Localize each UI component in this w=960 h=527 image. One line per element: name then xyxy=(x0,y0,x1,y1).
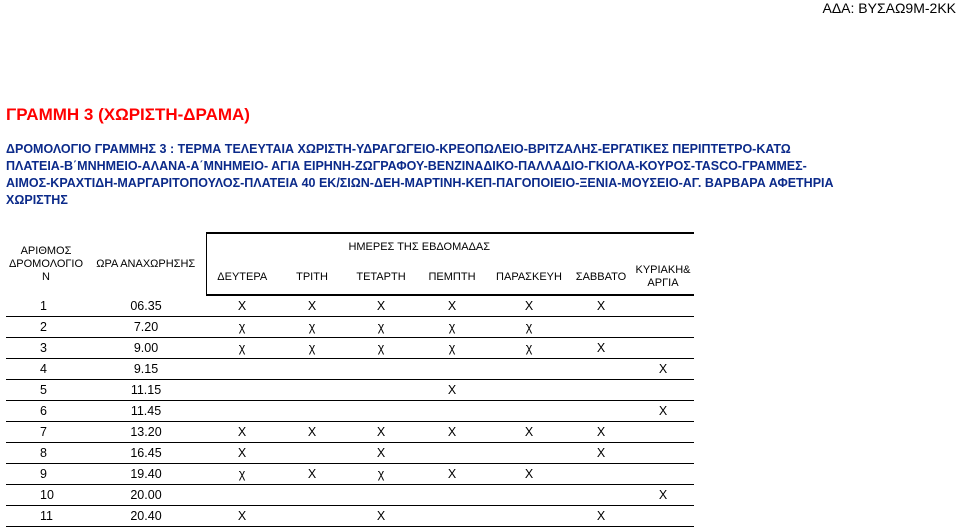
table-row xyxy=(6,506,694,527)
day-mark-cell: χ xyxy=(206,317,278,338)
header-departure-time: ΩΡΑ ΑΝΑΧΩΡΗΣΗΣ xyxy=(96,257,196,270)
departure-time-cell: 16.45 xyxy=(86,443,206,464)
day-mark-cell xyxy=(488,359,570,380)
day-mark-cell xyxy=(346,380,416,401)
day-mark-cell xyxy=(632,338,694,359)
day-mark-cell xyxy=(632,464,694,485)
day-mark-cell xyxy=(632,506,694,527)
day-mark-cell xyxy=(416,401,488,422)
day-mark-cell xyxy=(488,401,570,422)
day-mark-cell: Χ xyxy=(416,295,488,317)
header-day-friday: ΠΑΡΑΣΚΕΥΗ xyxy=(488,260,570,295)
day-mark-cell xyxy=(570,401,632,422)
day-mark-cell: χ xyxy=(416,317,488,338)
table-row xyxy=(6,359,694,380)
header-day-monday: ΔΕΥΤΕΡΑ xyxy=(206,260,278,295)
departure-time-cell: 9.00 xyxy=(86,338,206,359)
day-mark-cell xyxy=(278,401,346,422)
departure-time-cell: 7.20 xyxy=(86,317,206,338)
day-mark-cell xyxy=(488,485,570,506)
day-mark-cell xyxy=(206,485,278,506)
day-mark-cell xyxy=(570,317,632,338)
day-mark-cell: Χ xyxy=(632,401,694,422)
day-mark-cell: Χ xyxy=(206,506,278,527)
header-day-saturday: ΣΑΒΒΑΤΟ xyxy=(570,260,632,295)
day-mark-cell xyxy=(416,485,488,506)
route-number-cell: 6 xyxy=(6,401,86,422)
table-row xyxy=(6,485,694,506)
table-row xyxy=(6,338,694,359)
table-row xyxy=(6,317,694,338)
day-mark-cell: χ xyxy=(416,338,488,359)
day-mark-cell xyxy=(206,401,278,422)
day-mark-cell xyxy=(206,359,278,380)
day-mark-cell xyxy=(278,443,346,464)
table-row xyxy=(6,401,694,422)
day-mark-cell xyxy=(632,380,694,401)
route-number-cell: 11 xyxy=(6,506,86,527)
day-mark-cell xyxy=(632,422,694,443)
line-title: ΓΡΑΜΜΗ 3 (ΧΩΡΙΣΤΗ-ΔΡΑΜΑ) xyxy=(6,105,250,124)
day-mark-cell: Χ xyxy=(346,506,416,527)
departure-time-cell: 11.45 xyxy=(86,401,206,422)
day-mark-cell: Χ xyxy=(206,422,278,443)
route-number-cell: 2 xyxy=(6,317,86,338)
day-mark-cell xyxy=(346,485,416,506)
departure-time-cell: 11.15 xyxy=(86,380,206,401)
day-mark-cell xyxy=(206,380,278,401)
day-mark-cell xyxy=(488,443,570,464)
route-number-cell: 5 xyxy=(6,380,86,401)
day-mark-cell: Χ xyxy=(632,359,694,380)
departure-time-cell: 19.40 xyxy=(86,464,206,485)
day-mark-cell xyxy=(570,380,632,401)
day-mark-cell: χ xyxy=(278,317,346,338)
schedule-table xyxy=(6,232,694,527)
route-number-cell: 1 xyxy=(6,295,86,317)
day-mark-cell: Χ xyxy=(346,443,416,464)
day-mark-cell: Χ xyxy=(488,464,570,485)
day-mark-cell: Χ xyxy=(346,422,416,443)
day-mark-cell xyxy=(632,443,694,464)
day-mark-cell: Χ xyxy=(488,422,570,443)
document-id: ΑΔΑ: ΒΥΣΑΩ9Μ-2ΚΚ xyxy=(822,0,956,16)
day-mark-cell xyxy=(346,359,416,380)
departure-time-cell: 13.20 xyxy=(86,422,206,443)
day-mark-cell: Χ xyxy=(278,464,346,485)
table-row xyxy=(6,443,694,464)
day-mark-cell xyxy=(278,380,346,401)
day-mark-cell xyxy=(416,506,488,527)
day-mark-cell xyxy=(278,359,346,380)
day-mark-cell xyxy=(488,380,570,401)
day-mark-cell xyxy=(488,506,570,527)
table-row xyxy=(6,464,694,485)
header-day-sunday-holiday: ΚΥΡΙΑΚΗ& ΑΡΓΙΑ xyxy=(632,260,694,295)
route-number-cell: 10 xyxy=(6,485,86,506)
header-day-tuesday: ΤΡΙΤΗ xyxy=(278,260,346,295)
route-number-cell: 8 xyxy=(6,443,86,464)
header-days-of-week: ΗΜΕΡΕΣ ΤΗΣ ΕΒΔΟΜΑΔΑΣ xyxy=(206,233,632,260)
day-mark-cell: Χ xyxy=(278,422,346,443)
departure-time-cell: 06.35 xyxy=(86,295,206,317)
day-mark-cell: Χ xyxy=(346,295,416,317)
route-number-cell: 3 xyxy=(6,338,86,359)
day-mark-cell: Χ xyxy=(206,295,278,317)
header-day-wednesday: ΤΕΤΑΡΤΗ xyxy=(346,260,416,295)
day-mark-cell: χ xyxy=(346,338,416,359)
day-mark-cell: Χ xyxy=(278,295,346,317)
day-mark-cell: Χ xyxy=(416,422,488,443)
table-row xyxy=(6,422,694,443)
departure-time-cell: 20.00 xyxy=(86,485,206,506)
day-mark-cell: Χ xyxy=(488,295,570,317)
day-mark-cell: Χ xyxy=(632,485,694,506)
day-mark-cell xyxy=(346,401,416,422)
day-mark-cell xyxy=(416,443,488,464)
day-mark-cell: χ xyxy=(488,338,570,359)
day-mark-cell: Χ xyxy=(570,338,632,359)
header-days-spacer xyxy=(632,233,694,260)
day-mark-cell: Χ xyxy=(206,443,278,464)
route-description: ΔΡΟΜΟΛΟΓΙΟ ΓΡΑΜΜΗΣ 3 : ΤΕΡΜΑ ΤΕΛΕΥΤΑΙΑ ΧΩΡΙΣΤΗ-ΥΔΡΑΓΩΓΕΙΟ-ΚΡΕΟΠΩΛΕΙΟ-ΒΡΙΤΖΑΛΗΣ-ΕΡΓΑΤΙΚΕΣ ΠΕΡΙΠΤΕΤΡΟ-ΚΑΤΩ ΠΛΑΤΕΙΑ-Β΄ΜΝΗΜΕΙΟ-ΑΛΑΝΑ-Α΄ΜΝΗΜΕΙΟ- ΑΓΙΑ ΕΙΡΗΝΗ-ΖΩΓΡΑΦΟΥ-ΒΕΝΖΙΝΑΔΙΚΟ-ΠΑΛΛΑΔΙΟ-ΓΚΙΟΛΑ-ΚΟΥΡΟΣ-TASCO-ΓΡΑΜΜΕΣ-ΑΙΜΟΣ-ΚΡΑΧΤΙΔΗ-ΜΑΡΓΑΡΙΤΟΠΟΥΛΟΣ-ΠΛΑΤΕΙΑ 40 ΕΚ/ΣΙΩΝ-ΔΕΗ-ΜΑΡΤΙΝΗ-ΚΕΠ-ΠΑΓΟΠΟΙΕΙΟ-ΞΕΝΙΑ-ΜΟΥΣΕΙΟ-ΑΓ. ΒΑΡΒΑΡΑ ΑΦΕΤΗΡΙΑ ΧΩΡΙΣΤΗΣ xyxy=(6,142,834,207)
header-day-thursday: ΠΕΜΠΤΗ xyxy=(416,260,488,295)
day-mark-cell xyxy=(278,506,346,527)
day-mark-cell: χ xyxy=(278,338,346,359)
day-mark-cell: χ xyxy=(346,464,416,485)
departure-time-cell: 20.40 xyxy=(86,506,206,527)
day-mark-cell: Χ xyxy=(570,443,632,464)
day-mark-cell: Χ xyxy=(416,380,488,401)
table-row xyxy=(6,380,694,401)
table-row xyxy=(6,295,694,317)
day-mark-cell: Χ xyxy=(570,422,632,443)
header-route-number: ΑΡΙΘΜΟΣ ΔΡΟΜΟΛΟΓΙΟ Ν xyxy=(8,244,84,283)
route-number-cell: 7 xyxy=(6,422,86,443)
route-number-cell: 9 xyxy=(6,464,86,485)
day-mark-cell: χ xyxy=(206,338,278,359)
departure-time-cell: 9.15 xyxy=(86,359,206,380)
day-mark-cell: Χ xyxy=(570,506,632,527)
day-mark-cell xyxy=(416,359,488,380)
day-mark-cell: χ xyxy=(206,464,278,485)
day-mark-cell xyxy=(278,485,346,506)
day-mark-cell xyxy=(632,317,694,338)
route-number-cell: 4 xyxy=(6,359,86,380)
day-mark-cell: Χ xyxy=(416,464,488,485)
day-mark-cell: χ xyxy=(346,317,416,338)
day-mark-cell xyxy=(570,464,632,485)
day-mark-cell xyxy=(570,359,632,380)
day-mark-cell: Χ xyxy=(570,295,632,317)
day-mark-cell: χ xyxy=(488,317,570,338)
day-mark-cell xyxy=(570,485,632,506)
schedule-rows xyxy=(6,295,694,527)
day-mark-cell xyxy=(632,295,694,317)
